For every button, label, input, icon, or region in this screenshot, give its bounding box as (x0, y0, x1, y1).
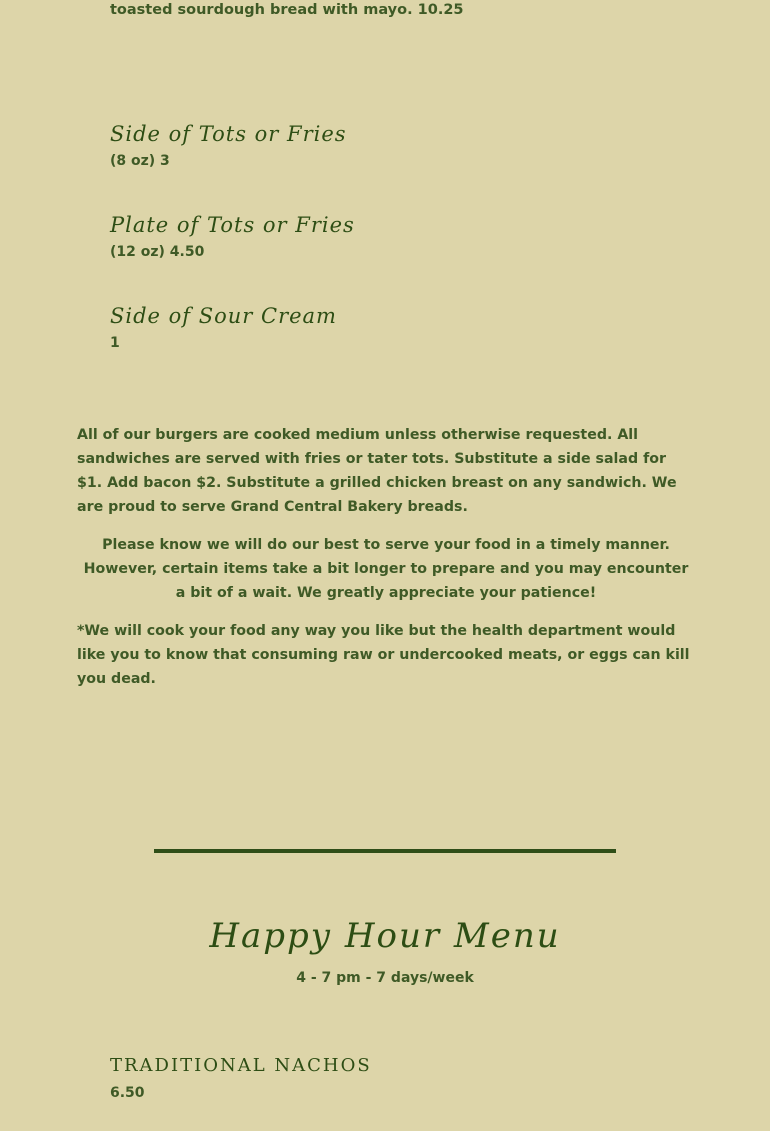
happy-hour-item-price: 6.50 (110, 1085, 145, 1101)
sandwich-description: toasted sourdough bread with mayo. 10.25 (110, 2, 464, 18)
burger-note: All of our burgers are cooked medium unless otherwise requested. All sandwiches are served with fries or tater tots. Substitute a side salad for $1. Add bacon $2. Substitute a grilled chicken breast on any sandwich. We are proud to serve Grand Central Bakery breads. (77, 427, 677, 515)
menu-item-description: 1 (110, 335, 120, 351)
menu-item-name: Side of Sour Cream (110, 304, 337, 328)
health-department-note: *We will cook your food any way you like but the health department would like you to know that consuming raw or undercooked meats, or eggs can kill you dead. (77, 623, 690, 687)
menu-item-side-sour-cream (110, 302, 337, 351)
happy-hour-hours: 4 - 7 pm - 7 days/week (296, 970, 474, 986)
menu-notes (77, 423, 695, 691)
menu-item-description: (8 oz) 3 (110, 153, 170, 169)
menu-item-side-tots-fries (110, 120, 347, 169)
menu-item-name: Plate of Tots or Fries (110, 213, 355, 237)
happy-hour-title: Happy Hour Menu (209, 916, 561, 956)
section-divider (154, 849, 616, 853)
timely-service-note: Please know we will do our best to serve your food in a timely manner. However, certain items take a bit longer to prepare and you may encounter a bit of a wait. We greatly appreciate your patience! (83, 537, 689, 601)
happy-hour-item-name: TRADITIONAL NACHOS (110, 1055, 372, 1076)
happy-hour-item-nachos (110, 1052, 372, 1101)
menu-item-name: Side of Tots or Fries (110, 122, 347, 146)
menu-item-description: (12 oz) 4.50 (110, 244, 205, 260)
menu-item-plate-tots-fries (110, 211, 355, 260)
